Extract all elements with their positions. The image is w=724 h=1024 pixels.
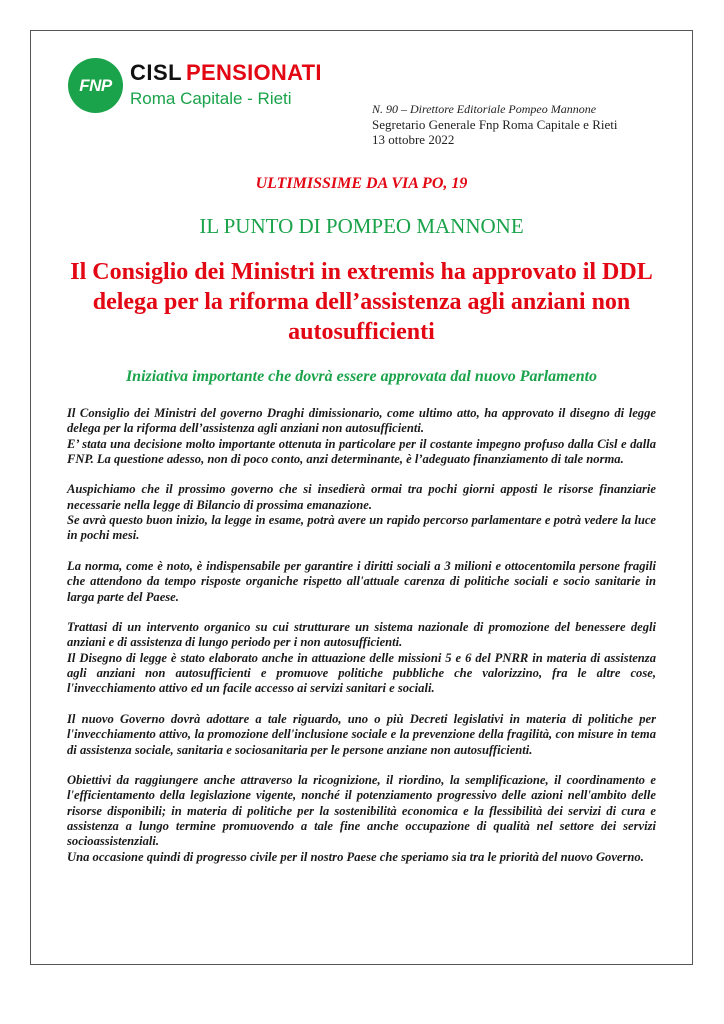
fnp-logo-mark: FNP — [68, 58, 123, 113]
paragraph: Una occasione quindi di progresso civile per il nostro Paese che speriamo sia tra le priorità del nuovo Governo. — [67, 849, 644, 864]
publication-date: 13 ottobre 2022 — [372, 132, 455, 147]
cisl-pensionati-logo — [68, 58, 324, 116]
paragraph: Il nuovo Governo dovrà adottare a tale riguardo, uno o più Decreti legislativi in materia di politiche per l'invecchiamento attivo, la promozione dell'inclusione sociale e la prevenzione della fragilità, con misure in tema di assistenza sociale, sanitaria e sociosanitaria per le persone anziane non autosufficienti. — [67, 711, 656, 757]
paragraph: Il Disegno di legge è stato elaborato anche in attuazione delle missioni 5 e 6 del PNRR in materia di assistenza agli anziani non autosufficienti e promuove politiche pubbliche che valorizzino, fra le altre cose, l'invecchiamento attivo ed un facile accesso ai servizi sanitari e sociali. — [67, 650, 656, 696]
paragraph: Trattasi di un intervento organico su cui strutturare un sistema nazionale di promozione del benessere degli anziani e di assistenza di lungo periodo per i non autosufficienti. — [67, 620, 656, 650]
column-title: IL PUNTO DI POMPEO MANNONE — [199, 214, 524, 238]
paragraph: E’ stata una decisione molto importante ottenuta in particolare per il costante impegno profuso dalla Cisl e dalla FNP. La questione adesso, non di poco conto, anzi determinante, è l’adeguato finanziamento di tale norma. — [67, 436, 656, 466]
paragraph: Il Consiglio dei Ministri del governo Draghi dimissionario, come ultimo atto, ha approvato il disegno di legge delega per la riforma dell’assistenza agli anziani non autosufficienti. — [67, 406, 656, 436]
issue-line: N. 90 – Direttore Editoriale Pompeo Mannone — [372, 102, 597, 116]
masthead-meta — [372, 102, 617, 147]
kicker: ULTIMISSIME DA VIA PO, 19 — [255, 175, 468, 192]
author-role: Segretario Generale Fnp Roma Capitale e Rieti — [372, 117, 618, 132]
paragraph: Se avrà questo buon inizio, la legge in esame, potrà avere un rapido percorso parlamentare e potrà vedere la luce in pochi mesi. — [67, 513, 656, 543]
headline: Il Consiglio dei Ministri in extremis ha approvato il DDL delega per la riforma dell’assistenza agli anziani non autosufficienti — [70, 259, 653, 345]
logo-brand-cisl: CISL — [130, 60, 183, 85]
logo-brand-pensionati: PENSIONATI — [186, 60, 322, 85]
paragraph: Auspichiamo che il prossimo governo che si insedierà ormai tra pochi giorni apposti le risorse finanziarie necessarie nella legge di Bilancio di prossima emanazione. — [67, 482, 656, 512]
paragraph: Obiettivi da raggiungere anche attraverso la ricognizione, il riordino, la semplificazione, il coordinamento e l'efficientamento della legislazione vigente, nonché il potenziamento progressivo delle azioni nell'ambito delle risorse disponibili; in materia di politiche per la sostenibilità economica e la flessibilità dei servizi di cura e assistenza a lungo termine promuovendo a tale fine anche occupazione di qualità nel settore dei servizi socioassistenziali. — [67, 773, 656, 849]
subheadline: Iniziativa importante che dovrà essere approvata dal nuovo Parlamento — [125, 368, 598, 385]
paragraph: La norma, come è noto, è indispensabile per garantire i diritti sociali a 3 milioni e ottocentomila persone fragili che attendono da tempo risposte organiche rispetto all'attuale carenza di politiche sociali e socio sanitarie in larga parte del Paese. — [67, 558, 656, 604]
article-body — [67, 406, 656, 865]
logo-subtitle: Roma Capitale - Rieti — [130, 89, 292, 108]
